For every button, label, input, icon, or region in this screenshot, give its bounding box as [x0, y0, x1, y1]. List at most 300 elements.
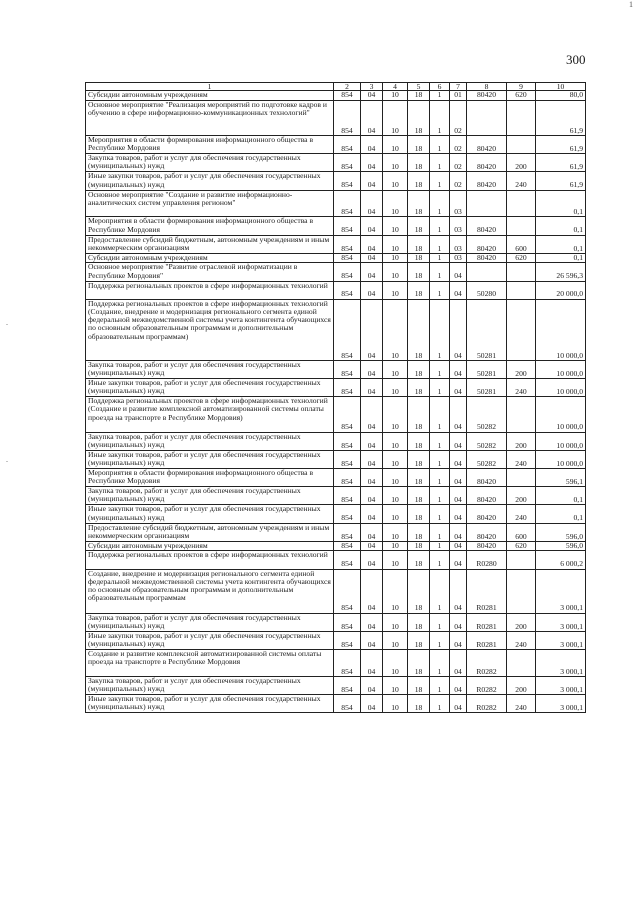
code-subprogram-cell: 18	[408, 551, 430, 569]
code-section-cell: 04	[361, 505, 383, 523]
code-expense-type-cell	[507, 469, 536, 487]
code-expense-type-cell: 200	[507, 432, 536, 450]
amount-cell: 3 000,1	[536, 694, 586, 712]
code-section-cell: 04	[361, 91, 383, 101]
code-section-cell: 04	[361, 694, 383, 712]
amount-cell: 10 000,0	[536, 432, 586, 450]
amount-cell: 61,9	[536, 154, 586, 172]
amount-cell: 3 000,1	[536, 631, 586, 649]
code-type-cell: 1	[430, 569, 450, 613]
header-cell: 3	[361, 83, 383, 91]
code-subprogram-cell: 18	[408, 281, 430, 299]
code-type-cell: 1	[430, 299, 450, 360]
code-subprogram-cell: 18	[408, 190, 430, 217]
code-ved-cell: 854	[334, 469, 361, 487]
code-section-cell: 04	[361, 397, 383, 432]
row-name-cell: Закупка товаров, работ и услуг для обеспечения государственных (муниципальных) нужд	[86, 613, 334, 631]
table-row	[86, 190, 586, 217]
code-direction-cell: 80420	[467, 487, 507, 505]
code-program-cell: 10	[383, 676, 408, 694]
code-subprogram-cell: 18	[408, 154, 430, 172]
code-expense-type-cell	[507, 551, 536, 569]
code-ved-cell: 854	[334, 613, 361, 631]
code-section-cell: 04	[361, 487, 383, 505]
code-type-cell: 1	[430, 360, 450, 378]
row-name-cell: Мероприятия в области формирования информационного общества в Республике Мордовия	[86, 135, 334, 153]
code-program-cell: 10	[383, 263, 408, 281]
code-event-cell: 03	[450, 253, 467, 263]
amount-cell: 10 000,0	[536, 379, 586, 397]
code-section-cell: 04	[361, 469, 383, 487]
row-name-cell: Субсидии автономным учреждениям	[86, 91, 334, 101]
code-program-cell: 10	[383, 281, 408, 299]
code-direction-cell	[467, 100, 507, 135]
amount-cell: 61,9	[536, 135, 586, 153]
code-type-cell: 1	[430, 154, 450, 172]
code-program-cell: 10	[383, 432, 408, 450]
code-expense-type-cell	[507, 649, 536, 676]
code-type-cell: 1	[430, 397, 450, 432]
code-event-cell: 04	[450, 649, 467, 676]
code-expense-type-cell: 240	[507, 450, 536, 468]
code-program-cell: 10	[383, 450, 408, 468]
code-type-cell: 1	[430, 281, 450, 299]
code-direction-cell: R0280	[467, 551, 507, 569]
code-program-cell: 10	[383, 694, 408, 712]
code-expense-type-cell	[507, 263, 536, 281]
amount-cell: 596,0	[536, 541, 586, 551]
amount-cell: 0,1	[536, 190, 586, 217]
code-section-cell: 04	[361, 217, 383, 235]
amount-cell: 3 000,1	[536, 649, 586, 676]
table-row	[86, 631, 586, 649]
code-section-cell: 04	[361, 235, 383, 253]
code-type-cell: 1	[430, 649, 450, 676]
code-direction-cell: R0282	[467, 694, 507, 712]
table-row	[86, 281, 586, 299]
code-section-cell: 04	[361, 360, 383, 378]
row-name-cell: Основное мероприятие "Реализация мероприятий по подготовке кадров и обучению в сфере информационно-коммуникационных технологий"	[86, 100, 334, 135]
code-type-cell: 1	[430, 469, 450, 487]
code-section-cell: 04	[361, 379, 383, 397]
code-subprogram-cell: 18	[408, 235, 430, 253]
row-name-cell: Субсидии автономным учреждениям	[86, 541, 334, 551]
row-name-cell: Основное мероприятие "Развитие отраслевой информатизации в Республике Мордовия"	[86, 263, 334, 281]
code-type-cell: 1	[430, 676, 450, 694]
table-row	[86, 299, 586, 360]
code-expense-type-cell	[507, 135, 536, 153]
code-ved-cell: 854	[334, 432, 361, 450]
row-name-cell: Иные закупки товаров, работ и услуг для обеспечения государственных (муниципальных) нужд	[86, 631, 334, 649]
budget-table	[85, 82, 586, 713]
code-subprogram-cell: 18	[408, 613, 430, 631]
code-direction-cell: 80420	[467, 172, 507, 190]
code-ved-cell: 854	[334, 379, 361, 397]
code-type-cell: 1	[430, 172, 450, 190]
code-ved-cell: 854	[334, 487, 361, 505]
code-program-cell: 10	[383, 135, 408, 153]
header-cell: 7	[450, 83, 467, 91]
amount-cell: 596,0	[536, 523, 586, 541]
code-program-cell: 10	[383, 631, 408, 649]
table-row	[86, 676, 586, 694]
table-row	[86, 432, 586, 450]
amount-cell: 80,0	[536, 91, 586, 101]
table-row	[86, 100, 586, 135]
code-direction-cell: 80420	[467, 523, 507, 541]
code-section-cell: 04	[361, 551, 383, 569]
code-expense-type-cell: 600	[507, 235, 536, 253]
code-subprogram-cell: 18	[408, 649, 430, 676]
row-name-cell: Поддержка региональных проектов в сфере информационных технологий	[86, 551, 334, 569]
row-name-cell: Создание, внедрение и модернизация регионального сегмента единой федеральной межведомственной системы учета контингента обучающихся по основным образовательным программам и дополнительным образовательным программам	[86, 569, 334, 613]
code-expense-type-cell	[507, 190, 536, 217]
code-ved-cell: 854	[334, 263, 361, 281]
code-ved-cell: 854	[334, 172, 361, 190]
code-event-cell: 03	[450, 217, 467, 235]
table-row	[86, 649, 586, 676]
code-type-cell: 1	[430, 100, 450, 135]
row-name-cell: Закупка товаров, работ и услуг для обеспечения государственных (муниципальных) нужд	[86, 154, 334, 172]
code-program-cell: 10	[383, 523, 408, 541]
code-type-cell: 1	[430, 487, 450, 505]
code-program-cell: 10	[383, 541, 408, 551]
row-name-cell: Закупка товаров, работ и услуг для обеспечения государственных (муниципальных) нужд	[86, 432, 334, 450]
code-program-cell: 10	[383, 91, 408, 101]
code-program-cell: 10	[383, 487, 408, 505]
code-ved-cell: 854	[334, 190, 361, 217]
amount-cell: 596,1	[536, 469, 586, 487]
code-direction-cell: 80420	[467, 469, 507, 487]
code-type-cell: 1	[430, 613, 450, 631]
table-row	[86, 217, 586, 235]
code-event-cell: 02	[450, 172, 467, 190]
code-ved-cell: 854	[334, 360, 361, 378]
code-ved-cell: 854	[334, 631, 361, 649]
code-program-cell: 10	[383, 649, 408, 676]
amount-cell: 3 000,1	[536, 676, 586, 694]
code-ved-cell: 854	[334, 235, 361, 253]
amount-cell: 0,1	[536, 235, 586, 253]
code-subprogram-cell: 18	[408, 360, 430, 378]
table-row	[86, 569, 586, 613]
code-subprogram-cell: 18	[408, 217, 430, 235]
code-ved-cell: 854	[334, 397, 361, 432]
code-type-cell: 1	[430, 631, 450, 649]
header-cell: 8	[467, 83, 507, 91]
code-subprogram-cell: 18	[408, 100, 430, 135]
code-direction-cell: R0281	[467, 613, 507, 631]
code-section-cell: 04	[361, 541, 383, 551]
code-event-cell: 04	[450, 379, 467, 397]
code-direction-cell: 80420	[467, 253, 507, 263]
code-section-cell: 04	[361, 569, 383, 613]
code-section-cell: 04	[361, 631, 383, 649]
code-ved-cell: 854	[334, 569, 361, 613]
code-subprogram-cell: 18	[408, 676, 430, 694]
row-name-cell: Иные закупки товаров, работ и услуг для обеспечения государственных (муниципальных) нужд	[86, 505, 334, 523]
amount-cell: 3 000,1	[536, 613, 586, 631]
code-subprogram-cell: 18	[408, 505, 430, 523]
code-program-cell: 10	[383, 172, 408, 190]
code-subprogram-cell: 18	[408, 91, 430, 101]
table-row	[86, 172, 586, 190]
code-event-cell: 04	[450, 469, 467, 487]
row-name-cell: Иные закупки товаров, работ и услуг для обеспечения государственных (муниципальных) нужд	[86, 379, 334, 397]
code-type-cell: 1	[430, 450, 450, 468]
code-event-cell: 04	[450, 299, 467, 360]
amount-cell: 3 000,1	[536, 569, 586, 613]
code-program-cell: 10	[383, 569, 408, 613]
code-expense-type-cell: 200	[507, 613, 536, 631]
table-row	[86, 135, 586, 153]
code-direction-cell: R0281	[467, 569, 507, 613]
table-row	[86, 551, 586, 569]
amount-cell: 61,9	[536, 100, 586, 135]
code-direction-cell: 50281	[467, 299, 507, 360]
code-section-cell: 04	[361, 172, 383, 190]
amount-cell: 26 596,3	[536, 263, 586, 281]
code-direction-cell: R0282	[467, 676, 507, 694]
code-program-cell: 10	[383, 190, 408, 217]
code-subprogram-cell: 18	[408, 263, 430, 281]
code-direction-cell: 50282	[467, 450, 507, 468]
code-event-cell: 04	[450, 676, 467, 694]
code-type-cell: 1	[430, 541, 450, 551]
code-section-cell: 04	[361, 135, 383, 153]
code-event-cell: 04	[450, 694, 467, 712]
code-section-cell: 04	[361, 281, 383, 299]
header-cell: 4	[383, 83, 408, 91]
code-event-cell: 02	[450, 154, 467, 172]
code-expense-type-cell	[507, 397, 536, 432]
code-event-cell: 04	[450, 397, 467, 432]
code-expense-type-cell: 240	[507, 172, 536, 190]
header-cell: 10	[536, 83, 586, 91]
code-section-cell: 04	[361, 613, 383, 631]
amount-cell: 10 000,0	[536, 299, 586, 360]
header-cell: 6	[430, 83, 450, 91]
code-type-cell: 1	[430, 432, 450, 450]
code-ved-cell: 854	[334, 523, 361, 541]
code-event-cell: 04	[450, 523, 467, 541]
code-subprogram-cell: 18	[408, 523, 430, 541]
code-program-cell: 10	[383, 154, 408, 172]
table-row	[86, 613, 586, 631]
code-type-cell: 1	[430, 135, 450, 153]
amount-cell: 0,1	[536, 253, 586, 263]
row-name-cell: Мероприятия в области формирования информационного общества в Республике Мордовия	[86, 217, 334, 235]
code-expense-type-cell	[507, 299, 536, 360]
code-type-cell: 1	[430, 505, 450, 523]
code-subprogram-cell: 18	[408, 487, 430, 505]
code-ved-cell: 854	[334, 541, 361, 551]
code-event-cell: 04	[450, 281, 467, 299]
row-name-cell: Субсидии автономным учреждениям	[86, 253, 334, 263]
code-type-cell: 1	[430, 235, 450, 253]
code-program-cell: 10	[383, 469, 408, 487]
table-row	[86, 360, 586, 378]
code-direction-cell	[467, 190, 507, 217]
code-event-cell: 04	[450, 360, 467, 378]
code-ved-cell: 854	[334, 676, 361, 694]
code-ved-cell: 854	[334, 450, 361, 468]
row-name-cell: Предоставление субсидий бюджетным, автономным учреждениям и иным некоммерческим организациям	[86, 523, 334, 541]
code-program-cell: 10	[383, 613, 408, 631]
code-expense-type-cell: 600	[507, 523, 536, 541]
code-direction-cell: 50280	[467, 281, 507, 299]
code-subprogram-cell: 18	[408, 253, 430, 263]
code-event-cell: 04	[450, 487, 467, 505]
table-row	[86, 263, 586, 281]
amount-cell: 61,9	[536, 172, 586, 190]
code-type-cell: 1	[430, 523, 450, 541]
code-direction-cell: 80420	[467, 135, 507, 153]
code-ved-cell: 854	[334, 694, 361, 712]
code-expense-type-cell: 240	[507, 631, 536, 649]
code-direction-cell	[467, 263, 507, 281]
code-expense-type-cell: 620	[507, 253, 536, 263]
code-type-cell: 1	[430, 551, 450, 569]
code-event-cell: 04	[450, 505, 467, 523]
table-row	[86, 505, 586, 523]
code-subprogram-cell: 18	[408, 541, 430, 551]
code-direction-cell: R0282	[467, 649, 507, 676]
table-row	[86, 523, 586, 541]
row-name-cell: Иные закупки товаров, работ и услуг для обеспечения государственных (муниципальных) нужд	[86, 694, 334, 712]
row-name-cell: Предоставление субсидий бюджетным, автономным учреждениям и иным некоммерческим организациям	[86, 235, 334, 253]
code-expense-type-cell	[507, 100, 536, 135]
table-row	[86, 694, 586, 712]
code-subprogram-cell: 18	[408, 631, 430, 649]
code-ved-cell: 854	[334, 551, 361, 569]
header-cell: 2	[334, 83, 361, 91]
code-expense-type-cell: 240	[507, 505, 536, 523]
code-section-cell: 04	[361, 154, 383, 172]
code-expense-type-cell	[507, 281, 536, 299]
code-section-cell: 04	[361, 299, 383, 360]
code-direction-cell: 50281	[467, 360, 507, 378]
code-subprogram-cell: 18	[408, 299, 430, 360]
amount-cell: 6 000,2	[536, 551, 586, 569]
code-type-cell: 1	[430, 379, 450, 397]
row-name-cell: Мероприятия в области формирования информационного общества в Республике Мордовия	[86, 469, 334, 487]
code-expense-type-cell: 200	[507, 360, 536, 378]
code-subprogram-cell: 18	[408, 569, 430, 613]
amount-cell: 0,1	[536, 505, 586, 523]
code-section-cell: 04	[361, 190, 383, 217]
table-row	[86, 154, 586, 172]
code-section-cell: 04	[361, 676, 383, 694]
code-program-cell: 10	[383, 235, 408, 253]
code-expense-type-cell: 200	[507, 154, 536, 172]
code-direction-cell: 80420	[467, 541, 507, 551]
code-subprogram-cell: 18	[408, 694, 430, 712]
row-name-cell: Закупка товаров, работ и услуг для обеспечения государственных (муниципальных) нужд	[86, 360, 334, 378]
table-row	[86, 487, 586, 505]
code-expense-type-cell: 200	[507, 487, 536, 505]
code-section-cell: 04	[361, 450, 383, 468]
code-ved-cell: 854	[334, 154, 361, 172]
code-program-cell: 10	[383, 360, 408, 378]
code-subprogram-cell: 18	[408, 135, 430, 153]
code-event-cell: 02	[450, 135, 467, 153]
code-direction-cell: 50282	[467, 432, 507, 450]
header-cell: 9	[507, 83, 536, 91]
margin-dot: .	[6, 318, 8, 327]
code-expense-type-cell: 620	[507, 541, 536, 551]
code-section-cell: 04	[361, 100, 383, 135]
code-subprogram-cell: 18	[408, 397, 430, 432]
code-subprogram-cell: 18	[408, 379, 430, 397]
row-name-cell: Иные закупки товаров, работ и услуг для обеспечения государственных (муниципальных) нужд	[86, 450, 334, 468]
code-ved-cell: 854	[334, 281, 361, 299]
code-event-cell: 01	[450, 91, 467, 101]
code-event-cell: 03	[450, 190, 467, 217]
code-ved-cell: 854	[334, 505, 361, 523]
header-cell: 1	[86, 83, 334, 91]
code-section-cell: 04	[361, 649, 383, 676]
code-event-cell: 04	[450, 569, 467, 613]
amount-cell: 0,1	[536, 487, 586, 505]
code-expense-type-cell: 200	[507, 676, 536, 694]
margin-dot: .	[6, 455, 8, 464]
code-ved-cell: 854	[334, 253, 361, 263]
code-program-cell: 10	[383, 100, 408, 135]
corner-mark: 1	[629, 0, 633, 9]
amount-cell: 20 000,0	[536, 281, 586, 299]
code-event-cell: 04	[450, 631, 467, 649]
code-subprogram-cell: 18	[408, 450, 430, 468]
table-row	[86, 235, 586, 253]
amount-cell: 0,1	[536, 217, 586, 235]
row-name-cell: Закупка товаров, работ и услуг для обеспечения государственных (муниципальных) нужд	[86, 487, 334, 505]
amount-cell: 10 000,0	[536, 397, 586, 432]
code-direction-cell: 80420	[467, 154, 507, 172]
code-program-cell: 10	[383, 379, 408, 397]
code-type-cell: 1	[430, 91, 450, 101]
code-event-cell: 04	[450, 541, 467, 551]
code-direction-cell: R0281	[467, 631, 507, 649]
code-type-cell: 1	[430, 217, 450, 235]
table-row	[86, 541, 586, 551]
row-name-cell: Поддержка региональных проектов в сфере информационных технологий (Создание, внедрение и модернизация регионального сегмента единой федеральной межведомственной системы учета контингента обучающихся по основным образовательным программам и дополнительным образовательным программам)	[86, 299, 334, 360]
code-event-cell: 04	[450, 551, 467, 569]
code-ved-cell: 854	[334, 100, 361, 135]
code-direction-cell: 80420	[467, 91, 507, 101]
row-name-cell: Создание и развитие комплексной автоматизированной системы оплаты проезда на транспорте в Республике Мордовия	[86, 649, 334, 676]
code-subprogram-cell: 18	[408, 432, 430, 450]
table-row	[86, 397, 586, 432]
table-row	[86, 469, 586, 487]
code-program-cell: 10	[383, 505, 408, 523]
code-subprogram-cell: 18	[408, 469, 430, 487]
table-row	[86, 253, 586, 263]
code-expense-type-cell: 620	[507, 91, 536, 101]
code-event-cell: 04	[450, 450, 467, 468]
code-section-cell: 04	[361, 523, 383, 541]
code-direction-cell: 80420	[467, 235, 507, 253]
code-ved-cell: 854	[334, 135, 361, 153]
code-type-cell: 1	[430, 263, 450, 281]
table-row	[86, 91, 586, 101]
code-type-cell: 1	[430, 253, 450, 263]
amount-cell: 10 000,0	[536, 450, 586, 468]
code-direction-cell: 50282	[467, 397, 507, 432]
code-direction-cell: 50281	[467, 379, 507, 397]
amount-cell: 10 000,0	[536, 360, 586, 378]
code-ved-cell: 854	[334, 91, 361, 101]
